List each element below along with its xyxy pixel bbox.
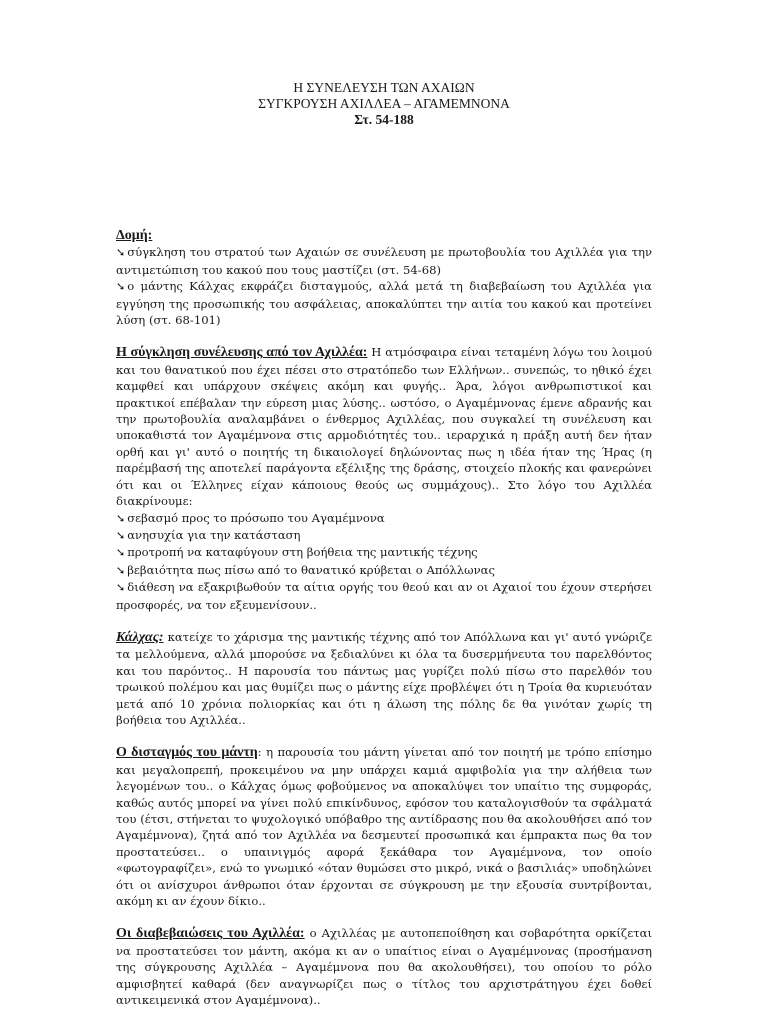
arrow-down-right-icon: ➘: [116, 280, 126, 294]
arrow-down-right-icon: ➘: [116, 511, 126, 525]
document-page: [116, 80, 652, 1008]
structure-heading: Δομή:: [116, 228, 153, 243]
structure-item: ➘ ο μάντης Κάλχας εκφράζει δισταγμούς, αλλά μετά τη διαβεβαίωση του Αχιλλέα για εγγύηση της προσωπικής του ασφάλειας, αποκαλύπτει την αιτία του κακού και προτείνει λύση (στ. 68-101): [116, 279, 652, 328]
convocation-item: ➘ διάθεση να εξακριβωθούν τα αίτια οργής του θεού και αν οι Αχαιοί του έχουν στερήσει προσφορές, να τον εξευμενίσουν..: [116, 580, 652, 612]
convocation-item: ➘ ανησυχία για την κατάσταση: [116, 527, 652, 544]
kalchas-section: [116, 629, 652, 728]
title-block: [116, 80, 652, 128]
hesitation-heading: Ο δισταγμός του μάντη: [116, 745, 258, 761]
structure-item: ➘ σύγκληση του στρατού των Αχαιών σε συνέλευση με πρωτοβουλία του Αχιλλέα για την αντιμετώπιση του κακού που τους μαστίζει (στ. 54-68): [116, 245, 652, 277]
convocation-paragraph: Η σύγκληση συνέλευσης από τον Αχιλλέα: Η ατμόσφαιρα είναι τεταμένη λόγω του λοιμού και του θανατικού που έχει πέσει στο στρατόπεδο των Ελλήνων.. συνεπώς, το ηθικό έχει καμφθεί και υπάρχουν σκέψεις ακόμη και φυγής.. Άρα, λόγοι ανθρωπιστικοί και πρακτικοί επέβαλαν την εύρεση μιας λύσης.. ωστόσο, ο Αγαμέμνονας έμενε αδρανής και την πρωτοβουλία αναλαμβάνει ο ένθερμος Αχιλλέας, που συγκαλεί τη συνέλευση και υποκαθιστά τον Αγαμέμνονα στις αρμοδιότητές του.. ιεραρχικά η πράξη αυτή δεν ήταν ορθή και γι' αυτό ο ποιητής τη δικαιολογεί δηλώνοντας πως η ιδέα ήταν της Ήρας (η παρέμβασή της αποτελεί παράγοντα εξέλιξης της δράσης, στοιχείο πλοκής και φανερώνει ότι και οι Έλληνες είχαν κάποιους θεούς ως συμμάχους).. Στο λόγο του Αχιλλέα διακρίνουμε:: [116, 345, 653, 509]
convocation-item: ➘ βεβαιότητα πως πίσω από το θανατικό κρύβεται ο Απόλλωνας: [116, 562, 652, 579]
arrow-down-right-icon: ➘: [116, 546, 126, 560]
title-verses: Στ. 54-188: [354, 112, 414, 127]
convocation-item: ➘ προτροπή να καταφύγουν στη βοήθεια της μαντικής τέχνης: [116, 544, 652, 561]
structure-section: [116, 228, 652, 328]
convocation-item: ➘ σεβασμό προς το πρόσωπο του Αγαμέμνονα: [116, 510, 652, 527]
hesitation-paragraph: Ο δισταγμός του μάντη: η παρουσία του μάντη γίνεται από τον ποιητή με τρόπο επίσημο και μεγαλοπρεπή, προκειμένου να μην υπάρχει καμιά αμφιβολία για την αλήθεια των λεγομένων του.. ο Κάλχας όμως φοβούμενος να αποκαλύψει τον υπαίτιο της συμφοράς, καθώς αυτός μπορεί να γίνει πολύ επικίνδυνος, εφόσον του καταλογισθούν τα σφάλματά του (έτσι, στήνεται το ψυχολογικό υπόβαθρο της αντίδρασης που θα ακολουθήσει από τον Αγαμέμνονα), ζητά από τον Αχιλλέα να δεσμευτεί προσωπικά και έμπρακτα πως θα τον προστατεύσει.. ο υπαινιγμός αφορά ξεκάθαρα τον Αγαμέμνονα, τον οποίο «φωτογραφίζει», ενώ το γνωμικό «όταν θυμώσει στο μικρό, νικά ο βασιλιάς» υποδηλώνει ότι οι ανίσχυροι άνθρωποι όταν έρχονται σε σύγκρουση με την εξουσία συντρίβονται, ακόμη κι αν έχουν δίκιο..: [116, 745, 652, 909]
kalchas-paragraph: Κάλχας: κατείχε το χάρισμα της μαντικής τέχνης από τον Απόλλωνα και γι' αυτό γνώριζε τα μελλούμενα, αλλά μπορούσε να ξεδιαλύνει κι όλα τα δυσερμήνευτα του παρελθόντος και του παρόντος.. Η παρουσία του πάντως μας γυρίζει πολύ πίσω στο παρελθόν του τρωικού πολέμου και μας θυμίζει πως ο μάντης είχε προβλέψει ότι η Τροία θα κυριευόταν μετά από 10 χρόνια πολιορκίας και ότι η άλωση της πόλης δε θα γινόταν χωρίς τη βοήθεια του Αχιλλέα..: [116, 629, 652, 727]
arrow-down-right-icon: ➘: [116, 581, 126, 595]
arrow-down-right-icon: ➘: [116, 246, 126, 260]
title-line-2: ΣΥΓΚΡΟΥΣΗ ΑΧΙΛΛΕΑ – ΑΓΑΜΕΜΝΟΝΑ: [258, 96, 510, 111]
convocation-heading: Η σύγκληση συνέλευσης από τον Αχιλλέα:: [116, 345, 368, 361]
assurances-paragraph: Οι διαβεβαιώσεις του Αχιλλέα: ο Αχιλλέας με αυτοπεποίθηση και σοβαρότητα ορκίζεται να προστατεύσει τον μάντη, ακόμα κι αν ο υπαίτιος είναι ο Αγαμέμνονας (προσήμανση της σύγκρουσης Αχιλλέα – Αγαμέμνονα που θα ακολουθήσει), του οποίου το ρόλο αμφισβητεί καθαρά (δεν αναγνωρίζει πως ο τίτλος του αρχιστράτηγου έχει δοθεί αντικειμενικά στον Αγαμέμνονα)..: [116, 926, 652, 1008]
arrow-down-right-icon: ➘: [116, 528, 126, 542]
arrow-down-right-icon: ➘: [116, 563, 126, 577]
assurances-section: [116, 925, 652, 1008]
convocation-section: [116, 344, 652, 613]
assurances-heading: Οι διαβεβαιώσεις του Αχιλλέα:: [116, 926, 305, 942]
title-line-1: Η ΣΥΝΕΛΕΥΣΗ ΤΩΝ ΑΧΑΙΩΝ: [293, 80, 475, 95]
hesitation-section: [116, 744, 652, 909]
kalchas-heading: Κάλχας:: [116, 629, 164, 645]
